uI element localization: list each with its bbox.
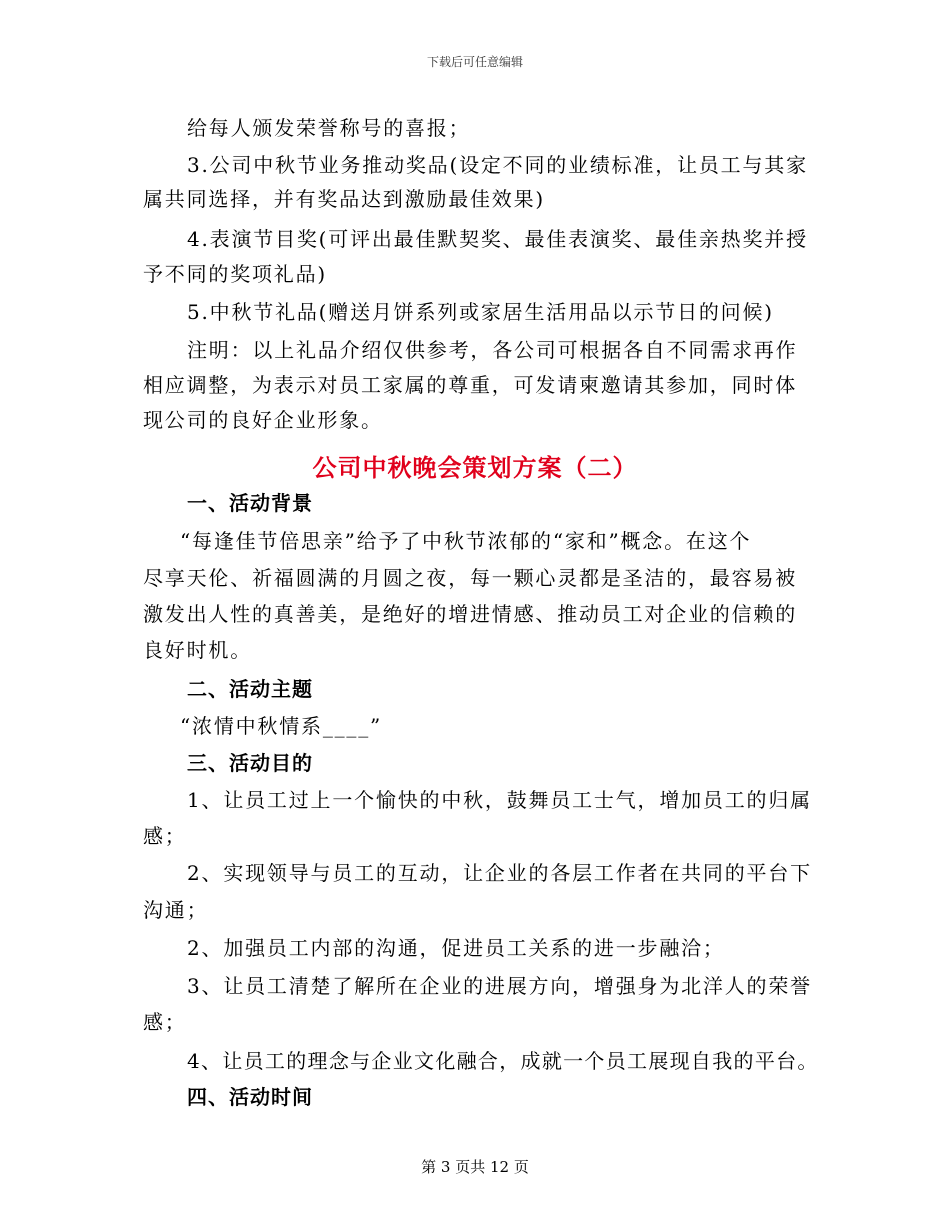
paragraph-line: 尽享天伦、祈福圆满的月圆之夜，每一颗心灵都是圣洁的，最容易被 [143, 566, 797, 590]
heading-theme: 二、活动主题 [187, 677, 313, 701]
paragraph-line: 予不同的奖项礼品) [143, 262, 328, 286]
paragraph-line: 注明：以上礼品介绍仅供参考，各公司可根据各自不同需求再作 [187, 338, 798, 362]
paragraph-line: 激发出人性的真善美，是绝好的增进情感、推动员工对企业的信赖的 [143, 602, 797, 626]
heading-purpose: 三、活动目的 [187, 751, 313, 775]
section-title: 公司中秋晚会策划方案（二） [312, 454, 638, 482]
page-header: 下载后可任意编辑 [426, 55, 523, 69]
paragraph-line: 相应调整，为表示对员工家属的尊重，可发请柬邀请其参加，同时体 [143, 373, 797, 397]
page-footer: 第 3 页共 12 页 [421, 1158, 529, 1176]
paragraph-line: 感； [143, 824, 187, 848]
paragraph-line: 2、实现领导与员工的互动，让企业的各层工作者在共同的平台下 [187, 861, 812, 885]
paragraph-line: 4.表演节目奖(可评出最佳默契奖、最佳表演奖、最佳亲热奖并授 [187, 227, 808, 251]
paragraph-line: 沟通； [143, 898, 209, 922]
paragraph-line: 现公司的良好企业形象。 [143, 408, 383, 432]
paragraph-line: “浓情中秋情系____” [180, 714, 383, 738]
paragraph-line: 给每人颁发荣誉称号的喜报； [187, 116, 471, 140]
paragraph-line: 5.中秋节礼品(赠送月饼系列或家居生活用品以示节日的问候) [187, 300, 774, 324]
heading-time: 四、活动时间 [187, 1085, 313, 1109]
paragraph-line: 感； [143, 1010, 187, 1034]
paragraph-line: 3.公司中秋节业务推动奖品(设定不同的业绩标准，让员工与其家 [187, 153, 808, 177]
paragraph-line: 1、让员工过上一个愉快的中秋，鼓舞员工士气，增加员工的归属 [187, 788, 812, 812]
paragraph-line: 良好时机。 [143, 638, 252, 662]
paragraph-line: 属共同选择，并有奖品达到激励最佳效果) [143, 187, 546, 211]
paragraph-line: 2、加强员工内部的沟通，促进员工关系的进一步融洽； [187, 936, 725, 960]
paragraph-line: 3、让员工清楚了解所在企业的进展方向，增强身为北洋人的荣誉 [187, 974, 812, 998]
heading-background: 一、活动背景 [187, 491, 313, 515]
paragraph-line: 4、让员工的理念与企业文化融合，成就一个员工展现自我的平台。 [187, 1049, 819, 1073]
paragraph-line: “每逢佳节倍思亲”给予了中秋节浓郁的“家和”概念。在这个 [180, 529, 752, 553]
